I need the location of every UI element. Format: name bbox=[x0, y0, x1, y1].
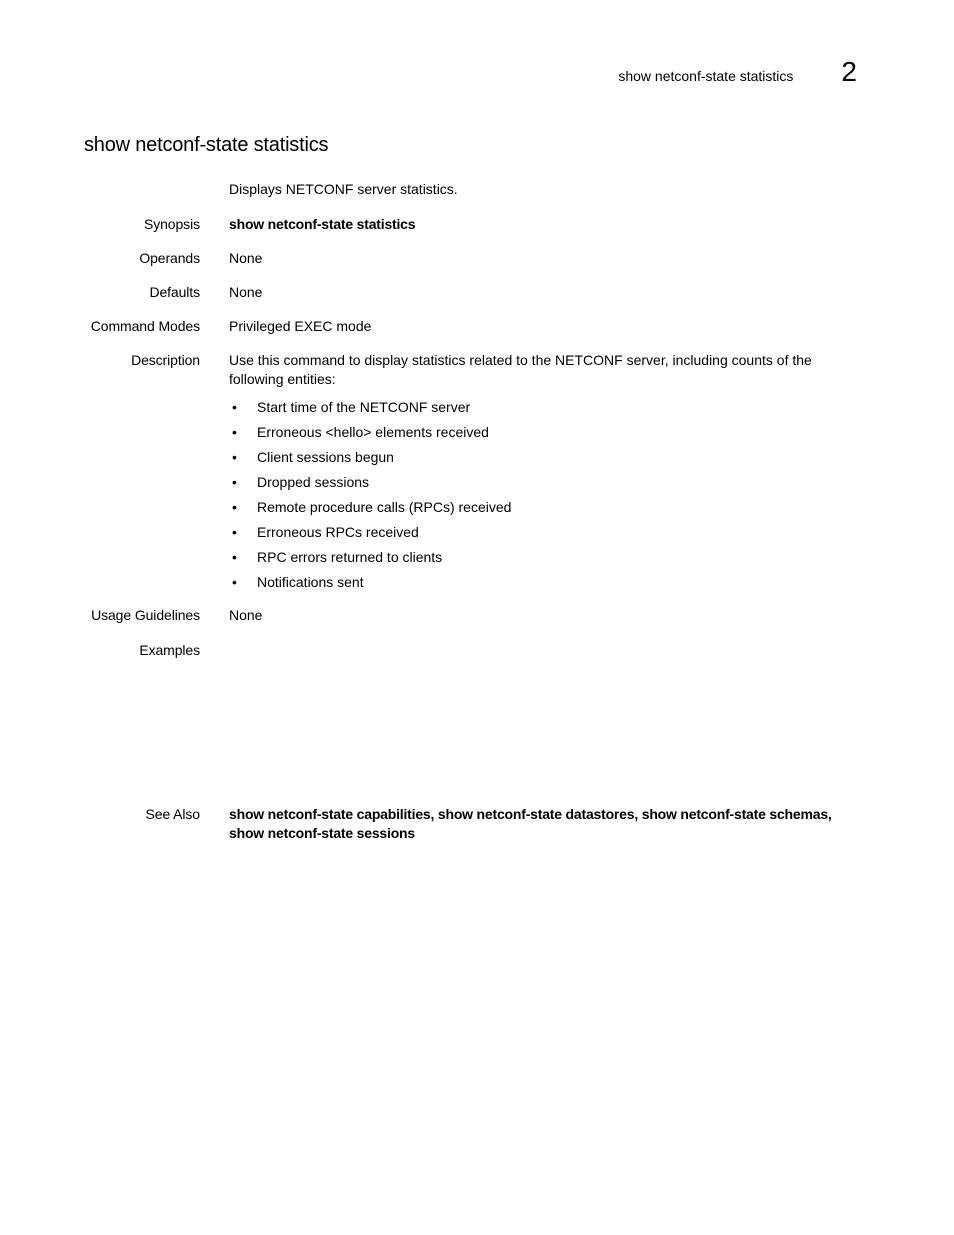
operands-label: Operands bbox=[139, 250, 200, 266]
defaults-row bbox=[0, 283, 954, 302]
bullet-text: Remote procedure calls (RPCs) received bbox=[257, 499, 512, 515]
list-item bbox=[229, 573, 849, 598]
defaults-value: None bbox=[229, 284, 263, 300]
bullet-icon: • bbox=[232, 574, 237, 590]
command-modes-value: Privileged EXEC mode bbox=[229, 318, 372, 334]
usage-guidelines-value: None bbox=[229, 607, 263, 623]
examples-label: Examples bbox=[139, 642, 200, 658]
list-item bbox=[229, 498, 849, 523]
bullet-icon: • bbox=[232, 424, 237, 440]
bullet-icon: • bbox=[232, 449, 237, 465]
running-header-title: show netconf-state statistics bbox=[618, 68, 794, 84]
bullet-text: Start time of the NETCONF server bbox=[257, 399, 471, 415]
description-label: Description bbox=[131, 352, 200, 368]
bullet-icon: • bbox=[232, 399, 237, 415]
list-item bbox=[229, 398, 849, 423]
description-row bbox=[0, 351, 954, 598]
intro-text: Displays NETCONF server statistics. bbox=[229, 181, 458, 197]
list-item bbox=[229, 473, 849, 498]
chapter-number: 2 bbox=[841, 56, 857, 87]
examples-row bbox=[0, 641, 954, 660]
synopsis-label: Synopsis bbox=[143, 216, 200, 232]
running-header bbox=[618, 58, 857, 86]
bullet-text: Client sessions begun bbox=[257, 449, 394, 465]
operands-row bbox=[0, 249, 954, 268]
synopsis-value: show netconf-state statistics bbox=[229, 216, 416, 232]
defaults-label: Defaults bbox=[149, 284, 200, 300]
synopsis-row bbox=[0, 215, 954, 234]
intro-row bbox=[0, 180, 954, 199]
see-also-row bbox=[0, 805, 954, 843]
list-item bbox=[229, 523, 849, 548]
description-text: Use this command to display statistics related to the NETCONF server, including counts of the following entities: bbox=[229, 352, 812, 387]
bullet-icon: • bbox=[232, 474, 237, 490]
description-body bbox=[229, 351, 849, 598]
bullet-icon: • bbox=[232, 549, 237, 565]
command-reference-body bbox=[0, 180, 954, 843]
bullet-text: Erroneous <hello> elements received bbox=[257, 424, 489, 440]
page-title: show netconf-state statistics bbox=[84, 134, 329, 156]
command-modes-row bbox=[0, 317, 954, 336]
description-bullet-list bbox=[229, 398, 849, 598]
see-also-value: show netconf-state capabilities, show netconf-state datastores, show netconf-state schemas, show netconf-state sessions bbox=[229, 806, 832, 841]
operands-value: None bbox=[229, 250, 263, 266]
list-item bbox=[229, 548, 849, 573]
bullet-icon: • bbox=[232, 524, 237, 540]
list-item bbox=[229, 448, 849, 473]
command-modes-label: Command Modes bbox=[90, 318, 200, 334]
bullet-text: Notifications sent bbox=[257, 574, 364, 590]
bullet-text: Erroneous RPCs received bbox=[257, 524, 419, 540]
list-item bbox=[229, 423, 849, 448]
bullet-text: RPC errors returned to clients bbox=[257, 549, 443, 565]
see-also-label: See Also bbox=[145, 806, 200, 822]
usage-guidelines-row bbox=[0, 606, 954, 625]
usage-guidelines-label: Usage Guidelines bbox=[91, 607, 200, 623]
bullet-text: Dropped sessions bbox=[257, 474, 370, 490]
bullet-icon: • bbox=[232, 499, 237, 515]
